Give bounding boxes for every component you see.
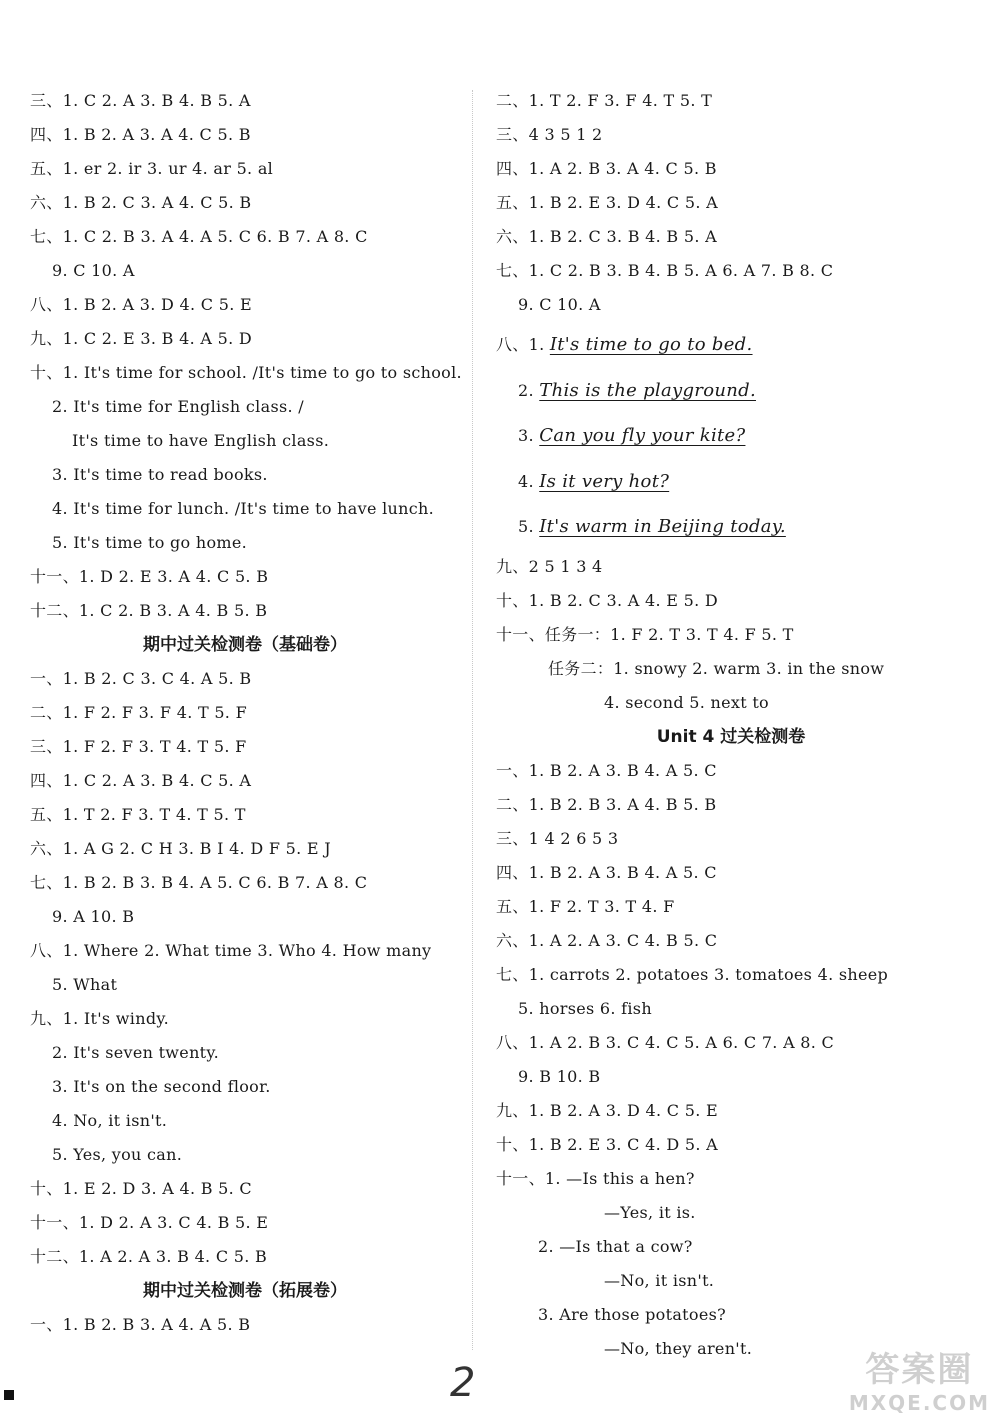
answer-line: 4. No, it isn't. <box>52 1111 168 1130</box>
answer-line: 9. B 10. B <box>518 1066 601 1086</box>
answer-line: 四、1. B 2. A 3. B 4. A 5. C <box>496 862 717 882</box>
answer-prefix: 4. <box>518 471 540 491</box>
answer-line: 3. Are those potatoes? <box>538 1304 727 1324</box>
answer-line: 任务二：1. snowy 2. warm 3. in the snow <box>548 658 885 678</box>
answer-line: —No, they aren't. <box>604 1338 753 1358</box>
section-title: 期中过关检测卷（拓展卷） <box>143 1281 347 1301</box>
answer-line: 八、1. B 2. A 3. D 4. C 5. E <box>30 295 252 314</box>
handwritten-answer-line <box>496 368 966 414</box>
answer-line: 9. C 10. A <box>518 295 601 314</box>
answer-line: 三、1. C 2. A 3. B 4. B 5. A <box>30 91 251 110</box>
answer-line: 九、2 5 1 3 4 <box>496 556 603 576</box>
answer-line: 十二、1. C 2. B 3. A 4. B 5. B <box>30 601 268 620</box>
answer-line: 2. It's time for English class. / <box>52 397 304 416</box>
answer-line: 九、1. B 2. A 3. D 4. C 5. E <box>496 1100 718 1120</box>
handwritten-answer: Can you fly your kite? <box>539 425 746 446</box>
page-number: 2 <box>450 1360 476 1406</box>
answer-prefix: 2. <box>518 380 540 400</box>
handwritten-answer: It's time to go to bed. <box>549 334 753 355</box>
answer-line: 九、1. It's windy. <box>30 1009 169 1028</box>
answer-line: 5. It's time to go home. <box>52 533 248 552</box>
answer-line: 五、1. T 2. F 3. T 4. T 5. T <box>30 805 246 824</box>
answer-line: 一、1. B 2. C 3. C 4. A 5. B <box>30 669 252 688</box>
handwritten-answer: Is it very hot? <box>539 470 670 492</box>
answer-line: 3. It's time to read books. <box>52 465 268 484</box>
answer-line: 一、1. B 2. A 3. B 4. A 5. C <box>496 760 717 780</box>
answer-line: 四、1. C 2. A 3. B 4. C 5. A <box>30 771 252 790</box>
answer-line: —Yes, it is. <box>604 1202 696 1222</box>
answer-prefix: 八、1. <box>496 335 550 354</box>
answer-line: 5. horses 6. fish <box>518 998 652 1018</box>
answer-line: 5. Yes, you can. <box>52 1145 183 1164</box>
answer-line: 三、4 3 5 1 2 <box>496 125 603 144</box>
answer-line: 十一、1. —Is this a hen? <box>496 1168 695 1188</box>
answer-line: 八、1. A 2. B 3. C 4. C 5. A 6. C 7. A 8. C <box>496 1032 835 1052</box>
answer-line: 四、1. A 2. B 3. A 4. C 5. B <box>496 159 717 178</box>
answer-prefix: 3. <box>518 426 540 445</box>
answer-line: —No, it isn't. <box>604 1270 715 1290</box>
answer-line: 二、1. B 2. B 3. A 4. B 5. B <box>496 794 717 814</box>
answer-line: 十、1. B 2. C 3. A 4. E 5. D <box>496 590 718 610</box>
answer-line: 二、1. T 2. F 3. F 4. T 5. T <box>496 91 713 110</box>
answer-line: 六、1. A 2. A 3. C 4. B 5. C <box>496 930 718 950</box>
answer-line: 三、1. F 2. F 3. T 4. T 5. F <box>30 737 247 756</box>
answer-line: 六、1. A G 2. C H 3. B I 4. D F 5. E J <box>30 839 331 858</box>
answer-line: 十一、任务一：1. F 2. T 3. T 4. F 5. T <box>496 624 794 644</box>
watermark-url: MXQE.COM <box>848 1391 990 1415</box>
answer-prefix: 5. <box>518 517 540 536</box>
watermark <box>849 1342 990 1415</box>
answer-line: 五、1. er 2. ir 3. ur 4. ar 5. al <box>30 159 274 178</box>
answer-line: 七、1. B 2. B 3. B 4. A 5. C 6. B 7. A 8. C <box>30 873 368 892</box>
handwritten-answer-line <box>496 322 966 368</box>
answer-line: 九、1. C 2. E 3. B 4. A 5. D <box>30 329 252 348</box>
handwritten-answer: It's warm in Beijing today. <box>539 516 786 537</box>
answer-column-right <box>496 84 966 1366</box>
answer-line: 十二、1. A 2. A 3. B 4. C 5. B <box>30 1247 268 1266</box>
corner-mark <box>4 1390 14 1400</box>
answer-line: 一、1. B 2. B 3. A 4. A 5. B <box>30 1315 251 1334</box>
handwritten-answer-line <box>496 413 966 459</box>
answer-line: 五、1. F 2. T 3. T 4. F <box>496 896 675 916</box>
answer-line: 3. It's on the second floor. <box>52 1077 271 1096</box>
answer-line: 4. It's time for lunch. /It's time to have lunch. <box>52 499 434 518</box>
answer-line: 9. A 10. B <box>52 907 135 926</box>
answer-line: 十、1. B 2. E 3. C 4. D 5. A <box>496 1134 718 1154</box>
handwritten-answer-line <box>496 459 966 505</box>
answer-line: 七、1. C 2. B 3. A 4. A 5. C 6. B 7. A 8. C <box>30 227 368 246</box>
section-title: 期中过关检测卷（基础卷） <box>143 635 347 655</box>
answer-line: 四、1. B 2. A 3. A 4. C 5. B <box>30 125 251 144</box>
answer-line: 二、1. F 2. F 3. F 4. T 5. F <box>30 703 247 722</box>
section-title: Unit 4 过关检测卷 <box>656 726 806 747</box>
answer-line: 八、1. Where 2. What time 3. Who 4. How many <box>30 941 432 960</box>
answer-line: 七、1. carrots 2. potatoes 3. tomatoes 4. sheep <box>496 964 889 984</box>
answer-line: 六、1. B 2. C 3. A 4. C 5. B <box>30 193 252 212</box>
answer-line: 七、1. C 2. B 3. B 4. B 5. A 6. A 7. B 8. C <box>496 261 834 280</box>
answer-line: 十、1. It's time for school. /It's time to go to school. <box>30 363 462 382</box>
answer-line: 五、1. B 2. E 3. D 4. C 5. A <box>496 193 718 212</box>
answer-line: 4. second 5. next to <box>604 692 769 712</box>
answer-line: 十、1. E 2. D 3. A 4. B 5. C <box>30 1179 252 1198</box>
answer-line: 9. C 10. A <box>52 261 135 280</box>
answer-line: 十一、1. D 2. A 3. C 4. B 5. E <box>30 1213 269 1232</box>
answer-line: 2. —Is that a cow? <box>538 1236 693 1256</box>
answer-column-left <box>30 84 460 1342</box>
answer-line: 三、1 4 2 6 5 3 <box>496 828 619 848</box>
answer-line: 5. What <box>52 975 118 994</box>
answer-line: 十一、1. D 2. E 3. A 4. C 5. B <box>30 567 269 586</box>
answer-line: 六、1. B 2. C 3. B 4. B 5. A <box>496 227 717 246</box>
answer-line: 2. It's seven twenty. <box>52 1043 220 1062</box>
handwritten-answer-line <box>496 504 966 550</box>
handwritten-answer: This is the playground. <box>539 379 756 401</box>
answer-line: It's time to have English class. <box>72 431 330 450</box>
column-divider <box>472 90 473 1350</box>
watermark-logo-text: 答案圈 <box>865 1350 974 1390</box>
